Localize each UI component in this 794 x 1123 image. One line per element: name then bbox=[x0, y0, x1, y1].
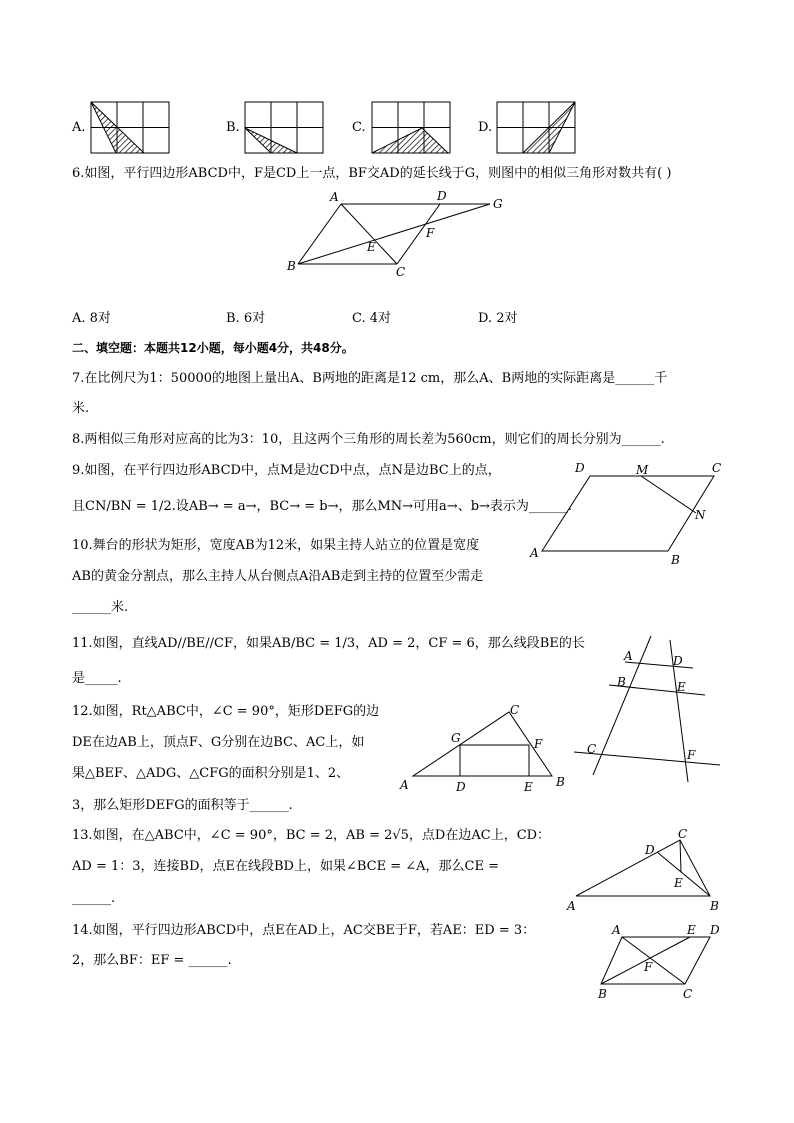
q10-line2: AB的黄金分割点，那么主持人从台侧点A沿AB走到主持的位置至少需走 bbox=[72, 569, 484, 584]
q11-label-b: B bbox=[617, 675, 626, 689]
q6-label-a: A bbox=[330, 190, 339, 204]
q14-label-f: F bbox=[644, 960, 653, 974]
q12-label-f: F bbox=[534, 737, 543, 751]
q14-label-a: A bbox=[612, 923, 621, 937]
q6-option-b: B. 6对 bbox=[226, 311, 266, 326]
q6-label-c: C bbox=[396, 265, 406, 279]
q9-line1: 9.如图，在平行四边形ABCD中，点M是边CD中点，点N是边BC上的点， bbox=[72, 463, 501, 478]
q11-line2: 是_____. bbox=[72, 671, 122, 686]
q12-label-b: B bbox=[556, 775, 565, 789]
q6-label-e: E bbox=[367, 240, 376, 254]
q14-line2: 2，那么BF：EF = ______. bbox=[72, 953, 232, 968]
q7-line2: 米. bbox=[72, 401, 90, 416]
q11-label-d: D bbox=[673, 654, 683, 668]
q11-label-a: A bbox=[624, 649, 633, 663]
q13-label-d: D bbox=[645, 843, 655, 857]
q9-label-m: M bbox=[636, 463, 649, 477]
q6-label-b: B bbox=[287, 259, 296, 273]
q13-label-e: E bbox=[674, 876, 683, 890]
q13-line1: 13.如图，在△ABC中，∠C = 90°，BC = 2，AB = 2√5，点D在边AC上，CD： bbox=[72, 828, 551, 843]
q12-line4: 3，那么矩形DEFG的面积等于______. bbox=[72, 798, 293, 813]
q6-text: 6.如图，平行四边形ABCD中，F是CD上一点，BF交AD的延长线于G，则图中的相似三角形对数共有( ) bbox=[72, 166, 672, 181]
q6-option-a: A. 8对 bbox=[72, 311, 111, 326]
q12-line3: 果△BEF、△ADG、△CFG的面积分别是1、2、 bbox=[72, 766, 350, 781]
q9-line2: 且CN/BN = 1/2.设AB→ = a→，BC→ = b→，那么MN→可用a→、b→表示为______. bbox=[72, 499, 573, 514]
q14-label-d: D bbox=[710, 923, 720, 937]
q10-line1: 10.舞台的形状为矩形，宽度AB为12米，如果主持人站立的位置是宽度 bbox=[72, 538, 480, 553]
q13-label-a: A bbox=[567, 899, 576, 913]
q13-label-b: B bbox=[710, 899, 719, 913]
q12-line1: 12.如图，Rt△ABC中，∠C = 90°，矩形DEFG的边 bbox=[72, 704, 380, 719]
q12-line2: DE在边AB上，顶点F、G分别在边BC、AC上，如 bbox=[72, 735, 365, 750]
q9-label-d: D bbox=[575, 461, 585, 475]
q14-line1: 14.如图，平行四边形ABCD中，点E在AD上，AC交BE于F，若AE：ED = 3： bbox=[72, 923, 536, 938]
q6-label-f: F bbox=[426, 226, 435, 240]
q9-label-n: N bbox=[695, 508, 706, 522]
q11-line1: 11.如图，直线AD//BE//CF，如果AB/BC = 1/3，AD = 2，CF = 6，那么线段BE的长 bbox=[72, 636, 585, 651]
q12-label-g: G bbox=[451, 731, 461, 745]
q12-label-a: A bbox=[400, 778, 409, 792]
q9-label-a: A bbox=[530, 546, 539, 560]
q9-label-b: B bbox=[671, 553, 680, 567]
q13-line2: AD = 1：3，连接BD，点E在线段BD上，如果∠BCE = ∠A，那么CE = bbox=[72, 859, 499, 874]
q14-label-b: B bbox=[598, 987, 607, 1001]
q13-label-c: C bbox=[678, 827, 688, 841]
section-2-title: 二、填空题：本题共12小题，每小题4分，共48分。 bbox=[72, 341, 354, 355]
q12-label-e: E bbox=[524, 780, 533, 794]
q5-option-d: D. bbox=[478, 120, 493, 135]
q14-label-c: C bbox=[683, 987, 693, 1001]
q7-line1: 7.在比例尺为1：50000的地图上量出A、B两地的距离是12 cm，那么A、B两地的实际距离是______千 bbox=[72, 371, 668, 386]
q14-label-e: E bbox=[687, 923, 696, 937]
q6-option-c: C. 4对 bbox=[352, 311, 392, 326]
q11-label-c: C bbox=[587, 742, 597, 756]
q8-text: 8.两相似三角形对应高的比为3：10，且这两个三角形的周长差为560cm，则它们的周长分别为______. bbox=[72, 432, 665, 447]
q12-label-d: D bbox=[456, 780, 466, 794]
q12-label-c: C bbox=[510, 703, 520, 717]
q5-option-a: A. bbox=[72, 120, 86, 135]
q9-label-c: C bbox=[712, 461, 722, 475]
q5-option-c: C. bbox=[352, 120, 366, 135]
q13-line3: ______. bbox=[72, 891, 116, 906]
q10-line3: ______米. bbox=[72, 600, 129, 615]
q6-label-g: G bbox=[493, 197, 503, 211]
q5-option-b: B. bbox=[226, 120, 240, 135]
q11-label-f: F bbox=[687, 748, 696, 762]
q11-label-e: E bbox=[677, 680, 686, 694]
q6-option-d: D. 2对 bbox=[478, 311, 518, 326]
q6-label-d: D bbox=[437, 189, 447, 203]
